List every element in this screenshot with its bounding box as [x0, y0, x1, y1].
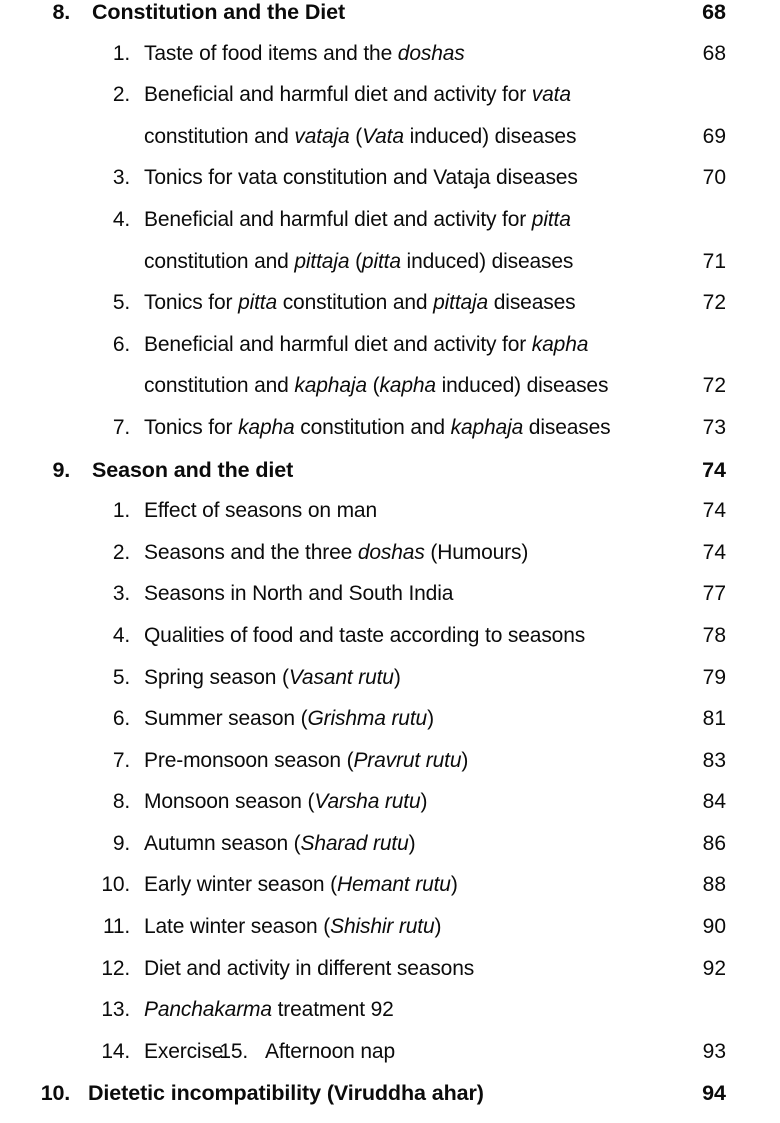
item-title: Seasons in North and South India — [144, 582, 454, 606]
toc-item-row[interactable] — [0, 250, 780, 292]
item-title: Pre-monsoon season (Pravrut rutu) — [144, 748, 469, 772]
item-number: 3. — [112, 582, 130, 606]
item-page-number: 68 — [702, 41, 726, 65]
toc-item-row[interactable] — [0, 541, 780, 583]
chapter-title: Season and the diet — [92, 457, 294, 482]
item-number: 1. — [112, 499, 130, 523]
toc-item-row[interactable] — [0, 208, 780, 250]
italic-term: doshas — [357, 540, 425, 564]
item-title: Effect of seasons on man — [144, 499, 377, 523]
item-number-secondary: 15. — [219, 1039, 248, 1063]
item-title: Qualities of food and taste according to seasons — [144, 623, 586, 647]
item-title: Taste of food items and the doshas — [144, 41, 465, 65]
item-title: Early winter season (Hemant rutu) — [144, 873, 458, 897]
item-number: 5. — [112, 665, 130, 689]
item-title: Beneficial and harmful diet and activity for pitta — [144, 207, 571, 231]
toc-chapter-row[interactable] — [0, 0, 780, 42]
italic-term: doshas — [397, 41, 465, 65]
item-page-number: 74 — [702, 540, 726, 564]
item-page-number: 83 — [702, 748, 726, 772]
item-page-number: 93 — [702, 1039, 726, 1063]
italic-term: pitta — [238, 291, 278, 315]
italic-term: kaphaja — [294, 374, 367, 398]
item-page-number: 81 — [702, 707, 726, 731]
chapter-page-number: 68 — [702, 0, 726, 24]
italic-term: kapha — [379, 374, 436, 398]
item-page-number: 78 — [702, 623, 726, 647]
item-number: 1. — [112, 41, 130, 65]
italic-term: Pravrut rutu — [353, 748, 462, 772]
item-title: Diet and activity in different seasons — [144, 956, 475, 980]
item-title: constitution and vataja (Vata induced) diseases — [144, 124, 577, 148]
toc-item-row[interactable] — [0, 499, 780, 541]
toc-item-row[interactable] — [0, 374, 780, 416]
item-page-number: 73 — [702, 415, 726, 439]
toc-item-row[interactable] — [0, 582, 780, 624]
toc-item-row[interactable] — [0, 873, 780, 915]
item-page-number: 88 — [702, 873, 726, 897]
item-title-secondary: Afternoon nap — [265, 1039, 395, 1063]
item-page-number: 90 — [702, 915, 726, 939]
item-title: Beneficial and harmful diet and activity for vata — [144, 83, 571, 107]
toc-chapter-row[interactable] — [0, 1081, 780, 1123]
item-page-number: 71 — [702, 249, 726, 273]
italic-term: Grishma rutu — [307, 707, 428, 731]
item-title: Summer season (Grishma rutu) — [144, 707, 434, 731]
toc-item-row[interactable] — [0, 291, 780, 333]
item-page-number: 69 — [702, 124, 726, 148]
toc-item-row[interactable] — [0, 83, 780, 125]
item-title: Autumn season (Sharad rutu) — [144, 831, 416, 855]
chapter-page-number: 94 — [702, 1081, 726, 1106]
item-title: Late winter season (Shishir rutu) — [144, 915, 442, 939]
italic-term: pittaja — [433, 291, 489, 315]
item-number: 12. — [101, 956, 130, 980]
chapter-number: 9. — [52, 457, 70, 482]
toc-item-row[interactable] — [0, 1040, 780, 1082]
toc-item-row[interactable] — [0, 832, 780, 874]
toc-item-row[interactable] — [0, 416, 780, 458]
chapter-number: 8. — [52, 0, 70, 24]
item-title: Tonics for pitta constitution and pittaja diseases — [144, 291, 576, 315]
item-number: 2. — [112, 540, 130, 564]
italic-term: pittaja — [294, 249, 350, 273]
item-page-number: 77 — [702, 582, 726, 606]
italic-term: pitta — [361, 249, 401, 273]
toc-item-row[interactable] — [0, 166, 780, 208]
item-number: 6. — [112, 707, 130, 731]
toc-item-row[interactable] — [0, 333, 780, 375]
item-title: Seasons and the three doshas (Humours) — [144, 540, 529, 564]
toc-item-row[interactable] — [0, 707, 780, 749]
italic-term: Hemant rutu — [336, 873, 451, 897]
italic-term: kapha — [238, 415, 295, 439]
item-page-number: 74 — [702, 499, 726, 523]
item-number: 13. — [101, 998, 130, 1022]
toc-item-row[interactable] — [0, 666, 780, 708]
item-title: Panchakarma treatment 92 — [144, 998, 394, 1022]
item-number: 3. — [112, 166, 130, 190]
item-number: 14. — [101, 1039, 130, 1063]
item-number: 4. — [112, 623, 130, 647]
item-number: 11. — [102, 915, 130, 939]
item-title: Monsoon season (Varsha rutu) — [144, 790, 428, 814]
italic-term: vataja — [294, 124, 350, 148]
toc-item-row[interactable] — [0, 790, 780, 832]
item-number: 7. — [112, 415, 130, 439]
chapter-title: Constitution and the Diet — [92, 0, 346, 24]
item-title: Tonics for vata constitution and Vataja diseases — [144, 166, 578, 190]
toc-item-row[interactable] — [0, 125, 780, 167]
toc-item-row[interactable] — [0, 998, 780, 1040]
item-number: 9. — [112, 831, 130, 855]
item-page-number: 70 — [702, 166, 726, 190]
italic-term: Varsha rutu — [314, 790, 421, 814]
italic-term: Vasant rutu — [288, 665, 394, 689]
toc-item-row[interactable] — [0, 915, 780, 957]
item-page-number: 72 — [702, 291, 726, 315]
toc-item-row[interactable] — [0, 42, 780, 84]
italic-term: Panchakarma — [144, 998, 272, 1022]
item-title: Spring season (Vasant rutu) — [144, 665, 401, 689]
italic-term: kapha — [531, 332, 589, 356]
item-number: 10. — [101, 873, 130, 897]
italic-term: Sharad rutu — [300, 831, 409, 855]
italic-term: pitta — [531, 207, 571, 231]
item-title: Exercise — [144, 1039, 224, 1063]
item-number: 5. — [112, 291, 130, 315]
item-page-number: 92 — [702, 956, 726, 980]
item-title: Tonics for kapha constitution and kaphaja diseases — [144, 415, 611, 439]
italic-term: Shishir rutu — [330, 915, 435, 939]
item-number: 2. — [112, 83, 130, 107]
toc-item-row[interactable] — [0, 957, 780, 999]
item-number: 8. — [112, 790, 130, 814]
item-title: Beneficial and harmful diet and activity for kapha — [144, 332, 589, 356]
item-number: 6. — [112, 332, 130, 356]
italic-term: Vata — [362, 124, 404, 148]
item-title: constitution and kaphaja (kapha induced) diseases — [144, 374, 609, 398]
chapter-title: Dietetic incompatibility (Viruddha ahar) — [88, 1081, 484, 1106]
chapter-page-number: 74 — [702, 457, 726, 482]
italic-term: vata — [531, 83, 571, 107]
toc-item-row[interactable] — [0, 749, 780, 791]
toc-chapter-row[interactable] — [0, 458, 780, 500]
item-page-number: 72 — [702, 374, 726, 398]
item-page-number: 79 — [702, 665, 726, 689]
item-page-number: 84 — [702, 790, 726, 814]
italic-term: kaphaja — [450, 415, 524, 439]
item-number: 7. — [112, 748, 130, 772]
item-number: 4. — [112, 207, 130, 231]
item-page-number: 86 — [702, 831, 726, 855]
item-title: constitution and pittaja (pitta induced) diseases — [144, 249, 574, 273]
chapter-number: 10. — [40, 1081, 70, 1106]
toc-item-row[interactable] — [0, 624, 780, 666]
